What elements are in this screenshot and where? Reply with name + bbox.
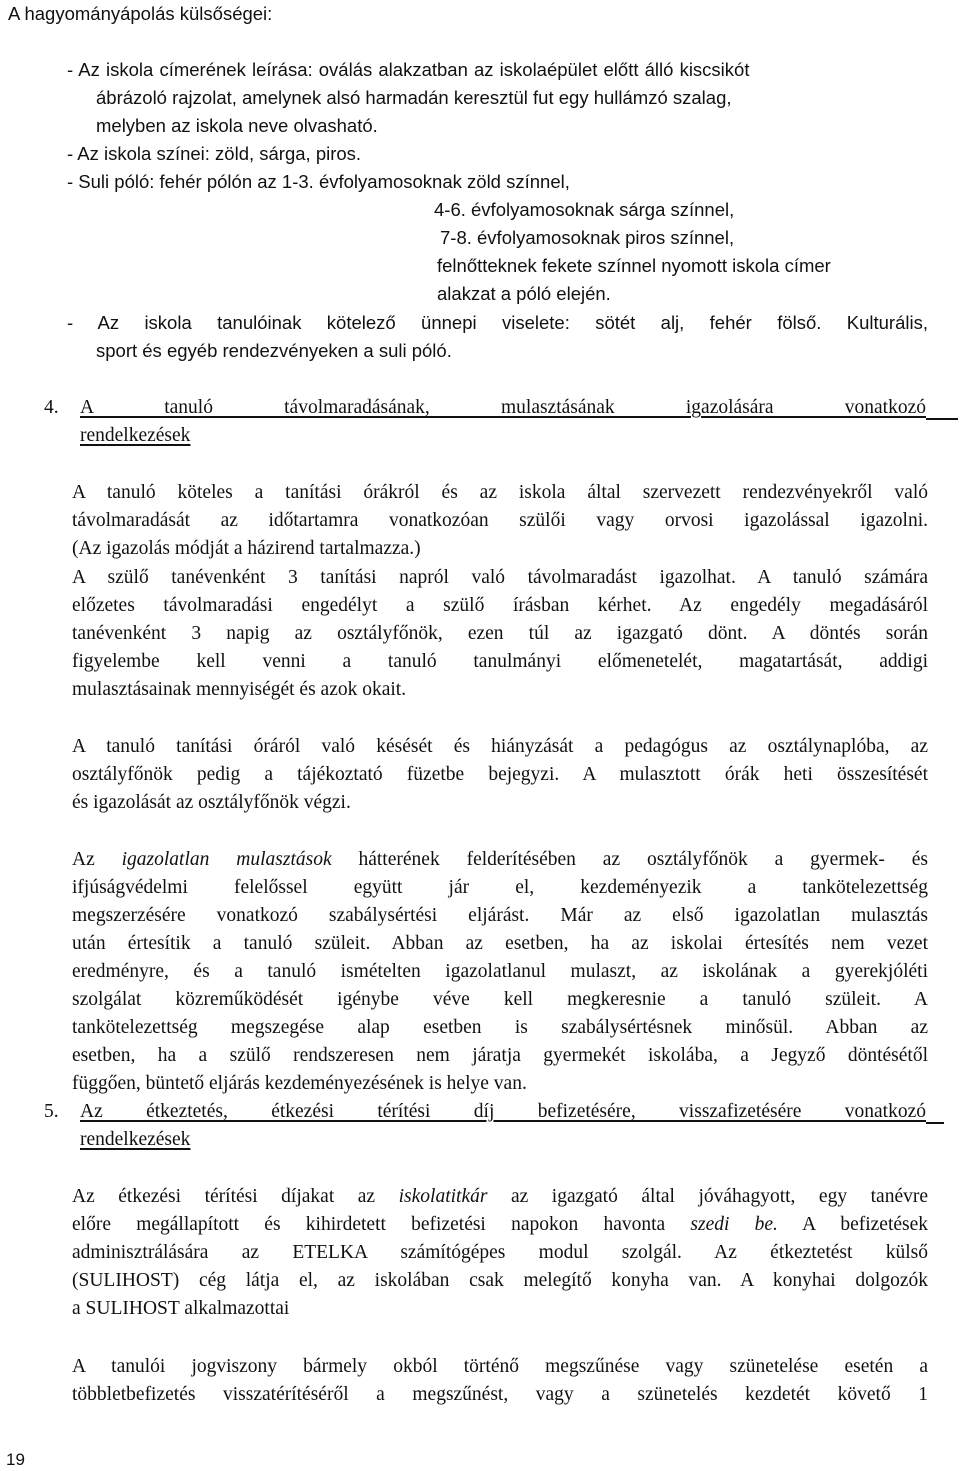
paragraph-line: szolgálat közreműködését igénybe véve kell megkeresnie a tanuló szüleit. A xyxy=(72,989,928,1010)
text-run: előre megállapított és kihirdetett befizetési napokon havonta xyxy=(72,1214,691,1235)
list-item: - Az iskola színei: zöld, sárga, piros. xyxy=(67,143,362,164)
section-header: A hagyományápolás külsőségei: xyxy=(8,3,273,24)
text-run: A befizetések xyxy=(777,1214,929,1235)
paragraph-line: tanévenként 3 napig az osztályfőnök, ezen túl az igazgató dönt. A döntés során xyxy=(72,623,928,644)
list-item-cont: 4-6. évfolyamosoknak sárga színnel, xyxy=(434,199,735,220)
paragraph-line: távolmaradását az időtartamra vonatkozóan szülői vagy orvosi igazolással igazolni. xyxy=(72,510,928,531)
paragraph-line: tankötelezettség megszegése alap esetben is szabálysértésnek minősül. Abban az xyxy=(72,1017,928,1038)
paragraph-line: és igazolását az osztályfőnök végzi. xyxy=(72,792,351,813)
paragraph-line: függően, büntető eljárás kezdeményezésének is helye van. xyxy=(72,1073,527,1094)
paragraph-line: után értesítik a tanuló szüleit. Abban az esetben, ha az iskolai értesítés nem vezet xyxy=(72,933,928,954)
paragraph-line xyxy=(72,846,928,874)
title-underline-tail xyxy=(926,1122,944,1124)
emphasis: iskolatitkár xyxy=(398,1186,488,1207)
paragraph-line: előzetes távolmaradási engedélyt a szülő írásban kérhet. Az engedély megadásáról xyxy=(72,595,928,616)
section-title-cont: rendelkezések xyxy=(80,425,191,446)
text-run: az igazgató által jóváhagyott, egy tanévre xyxy=(487,1186,928,1207)
paragraph-line: ifjúságvédelmi felelőssel együtt jár el, kezdeményezik a tankötelezettség xyxy=(72,877,928,898)
paragraph-line: A tanuló tanítási óráról való késését és hiányzását a pedagógus az osztálynaplóba, az xyxy=(72,736,928,757)
paragraph-line: adminisztrálására az ETELKA számítógépes modul szolgál. Az étkeztetést külső xyxy=(72,1242,928,1263)
paragraph-line: (SULIHOST) cég látja el, az iskolában csak melegítő konyha van. A konyhai dolgozók xyxy=(72,1270,928,1291)
paragraph-line: figyelembe kell venni a tanuló tanulmányi előmenetelét, magatartását, addigi xyxy=(72,651,928,672)
paragraph-line: a SULIHOST alkalmazottai xyxy=(72,1298,290,1319)
paragraph-line: eredményre, és a tanuló ismételten igazolatlanul mulaszt, az iskolának a gyerekjóléti xyxy=(72,961,928,982)
paragraph-line: A tanuló köteles a tanítási órákról és az iskola által szervezett rendezvényekről való xyxy=(72,482,928,503)
text-run: Az étkezési térítési díjakat az xyxy=(72,1186,399,1207)
list-item-cont: ábrázoló rajzolat, amelynek alsó harmadán keresztül fut egy hullámzó szalag, xyxy=(96,87,732,108)
list-item-cont: felnőtteknek fekete színnel nyomott iskola címer xyxy=(437,255,831,276)
paragraph-line: esetben, ha a szülő rendszeresen nem járatja gyermekét iskolába, a Jegyző döntésétől xyxy=(72,1045,928,1066)
section-title: Az étkeztetés, étkezési térítési díj befizetésére, visszafizetésére vonatkozó xyxy=(80,1101,926,1122)
title-underline-tail xyxy=(926,418,958,420)
section-title: A tanuló távolmaradásának, mulasztásának igazolására vonatkozó xyxy=(80,397,926,418)
list-item-cont: sport és egyéb rendezvényeken a suli póló. xyxy=(96,340,452,361)
paragraph-line: mulasztásainak mennyiségét és azok okait. xyxy=(72,679,407,700)
paragraph-line: osztályfőnök pedig a tájékoztató füzetbe bejegyzi. A mulasztott órák heti összesítését xyxy=(72,764,928,785)
list-item-cont: alakzat a póló elején. xyxy=(437,283,611,304)
list-item: - Suli póló: fehér pólón az 1-3. évfolyamosoknak zöld színnel, xyxy=(67,171,570,192)
section-number: 4. xyxy=(44,397,59,418)
paragraph-line: (Az igazolás módját a házirend tartalmazza.) xyxy=(72,538,421,559)
list-item: - Az iskola címerének leírása: oválás alakzatban az iskolaépület előtt álló kiscsikót xyxy=(67,59,750,80)
text-run: Az xyxy=(72,849,122,870)
paragraph-line xyxy=(72,1211,928,1239)
paragraph-line xyxy=(72,1183,928,1211)
section-title-cont: rendelkezések xyxy=(80,1129,191,1150)
list-item-cont: melyben az iskola neve olvasható. xyxy=(96,115,378,136)
paragraph-line: A szülő tanévenként 3 tanítási napról való távolmaradást igazolhat. A tanuló számára xyxy=(72,567,928,588)
list-item-cont: 7-8. évfolyamosoknak piros színnel, xyxy=(440,227,735,248)
text-run: hátterének felderítésében az osztályfőnök a gyermek- és xyxy=(331,849,928,870)
list-item: - Az iskola tanulóinak kötelező ünnepi viselete: sötét alj, fehér fölső. Kulturális, xyxy=(67,312,928,333)
page-number: 19 xyxy=(6,1450,25,1469)
emphasis: igazolatlan mulasztások xyxy=(121,849,332,870)
paragraph-line: többletbefizetés visszatérítéséről a megszűnést, vagy a szünetelés kezdetét követő 1 xyxy=(72,1384,928,1405)
paragraph-line: megszerzésére vonatkozó szabálysértési eljárást. Már az első igazolatlan mulasztás xyxy=(72,905,928,926)
emphasis: szedi be. xyxy=(690,1214,778,1235)
paragraph-line: A tanulói jogviszony bármely okból történő megszűnése vagy szünetelése esetén a xyxy=(72,1356,928,1377)
section-number: 5. xyxy=(44,1101,59,1122)
